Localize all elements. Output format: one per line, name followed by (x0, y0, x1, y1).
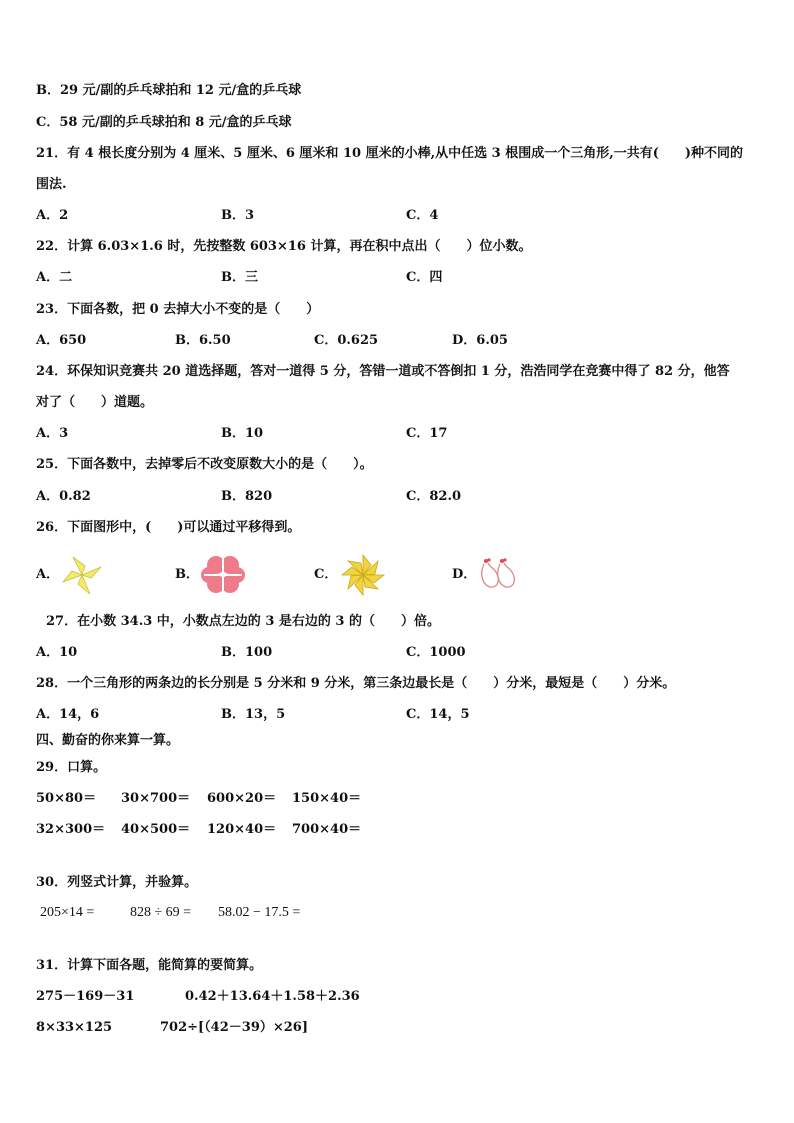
q20-option-b: B．29 元/副的乒乓球拍和 12 元/盒的乒乓球 (36, 83, 302, 98)
q29-item: 600×20＝ (207, 791, 277, 806)
q24-option-c: C．17 (406, 426, 448, 441)
q25-stem: 25．下面各数中，去掉零后不改变原数大小的是（ ）。 (36, 457, 373, 472)
q22-stem: 22．计算 6.03×1.6 时，先按整数 603×16 计算，再在积中点出（ ）位小数。 (36, 239, 532, 254)
q31-item: 8×33×125 (36, 1020, 113, 1035)
q30-title: 30．列竖式计算，并验算。 (36, 875, 198, 890)
q27-stem: 27．在小数 34.3 中，小数点左边的 3 是右边的 3 的（ ）倍。 (46, 614, 440, 629)
q23-option-d: D．6.05 (452, 333, 508, 348)
q26-option-a-label: A． (36, 567, 60, 582)
bird-figure (476, 554, 524, 592)
q26-option-c-label: C． (314, 567, 338, 582)
q29-item: 50×80＝ (36, 791, 97, 806)
q22-option-a: A．二 (36, 270, 73, 285)
q24-option-a: A．3 (36, 426, 69, 441)
q29-item: 700×40＝ (292, 822, 362, 837)
q30-item: 828 ÷ 69 = (130, 905, 192, 920)
q25-option-b: B．820 (221, 489, 273, 504)
q28-option-a: A．14，6 (36, 707, 100, 722)
q23-option-a: A．650 (36, 333, 87, 348)
q24-option-b: B．10 (221, 426, 264, 441)
q29-item: 150×40＝ (292, 791, 362, 806)
q22-option-c: C．四 (406, 270, 443, 285)
q21-option-b: B．3 (221, 208, 255, 223)
q31-item: 275－169－31 (36, 989, 135, 1004)
q27-option-c: C．1000 (406, 645, 466, 660)
q21-stem-line2: 围法. (36, 177, 67, 192)
q24-stem-line1: 24．环保知识竞赛共 20 道选择题，答对一道得 5 分，答错一道或不答倒扣 1 分，浩浩同学在竞赛中得了 82 分，他答 (36, 364, 730, 379)
q26-stem: 26．下面图形中，( )可以通过平移得到。 (36, 520, 301, 535)
q21-stem-line1: 21．有 4 根长度分别为 4 厘米、5 厘米、6 厘米和 10 厘米的小棒,从中任选 3 根围成一个三角形,一共有( )种不同的 (36, 146, 744, 161)
q29-item: 30×700＝ (121, 791, 191, 806)
heart-flower-figure (200, 553, 246, 597)
q27-option-b: B．100 (221, 645, 273, 660)
q23-stem: 23．下面各数，把 0 去掉大小不变的是（ ） (36, 302, 320, 317)
q25-option-a: A．0.82 (36, 489, 91, 504)
q29-title: 29．口算。 (36, 760, 107, 775)
q27-option-a: A．10 (36, 645, 78, 660)
q28-option-c: C．14，5 (406, 707, 470, 722)
q23-option-c: C．0.625 (314, 333, 379, 348)
q26-option-b-label: B． (175, 567, 199, 582)
q28-stem: 28．一个三角形的两条边的长分别是 5 分米和 9 分米，第三条边最长是（ ）分米，最短是（ ）分米。 (36, 676, 676, 691)
q30-item: 205×14 = (40, 905, 95, 920)
q31-title: 31．计算下面各题，能简算的要简算。 (36, 958, 263, 973)
q22-option-b: B．三 (221, 270, 258, 285)
q25-option-c: C．82.0 (406, 489, 462, 504)
q20-option-c: C．58 元/副的乒乓球拍和 8 元/盒的乒乓球 (36, 115, 292, 130)
q21-option-a: A．2 (36, 208, 69, 223)
q21-option-c: C．4 (406, 208, 439, 223)
section-heading: 四、勤奋的你来算一算。 (36, 733, 180, 748)
pinwheel-figure (60, 554, 104, 596)
q29-item: 32×300＝ (36, 822, 106, 837)
q23-option-b: B．6.50 (175, 333, 231, 348)
star-pinwheel-figure (340, 553, 386, 597)
q31-item: 0.42＋13.64＋1.58＋2.36 (185, 989, 360, 1004)
q29-item: 120×40＝ (207, 822, 277, 837)
q26-option-d-label: D． (452, 567, 477, 582)
q29-item: 40×500＝ (121, 822, 191, 837)
q31-item: 702÷[（42－39）×26] (160, 1020, 308, 1035)
q24-stem-line2: 对了（ ）道题。 (36, 395, 154, 410)
q30-item: 58.02 − 17.5 = (218, 905, 301, 920)
q28-option-b: B．13，5 (221, 707, 286, 722)
